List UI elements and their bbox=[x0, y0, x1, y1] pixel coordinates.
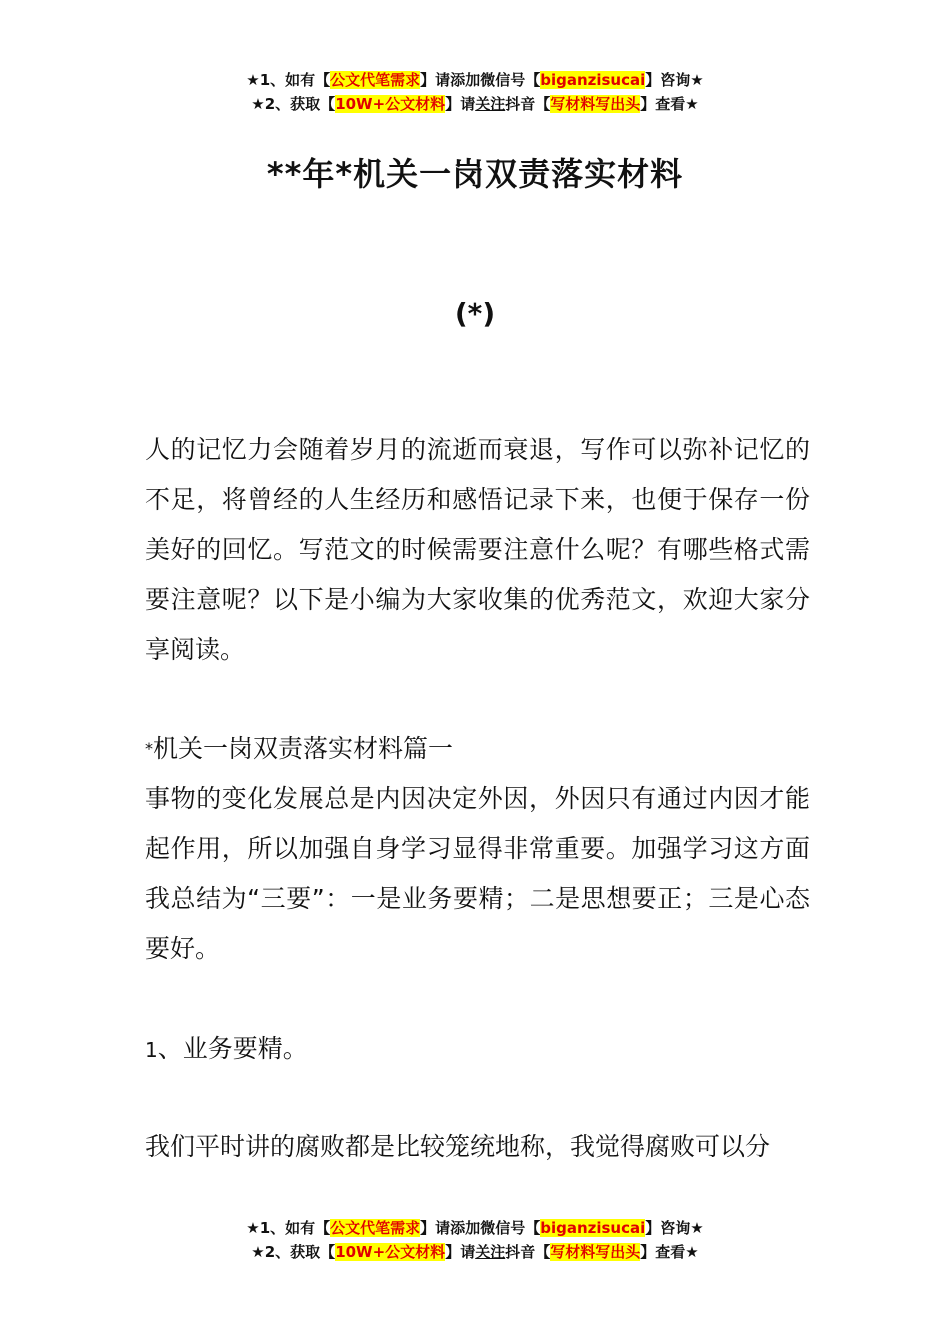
list-item bbox=[145, 1024, 810, 1075]
highlight-service: 公文代笔需求 bbox=[330, 71, 421, 89]
banner-follow-text: 关注 bbox=[475, 1243, 506, 1261]
section-body: 事物的变化发展总是内因决定外因，外因只有通过内因才能起作用，所以加强自身学习显得非常重要。加强学习这方面我总结为“三要”：一是业务要精；二是思想要正；三是心态要好。 bbox=[145, 784, 810, 963]
top-banner bbox=[0, 68, 950, 116]
banner-text: 加 bbox=[465, 71, 481, 89]
banner-text: ★2、获取【 bbox=[251, 1243, 336, 1261]
intro-paragraph: 人的记忆力会随着岁月的流逝而衰退，写作可以弥补记忆的不足，将曾经的人生经历和感悟记录下来，也便于保存一份美好的回忆。写范文的时候需要注意什么呢？有哪些格式需要注意呢？以下是小编为大家收集的优秀范文，欢迎大家分享阅读。 bbox=[145, 435, 810, 664]
list-item-number: 1 bbox=[145, 1038, 158, 1062]
highlight-wechat-id: biganzisucai bbox=[540, 1219, 646, 1237]
section-block bbox=[145, 724, 810, 974]
banner-text: 抖音【 bbox=[505, 95, 551, 113]
banner-text: 微信号【 bbox=[480, 71, 541, 89]
banner-line-1 bbox=[0, 68, 950, 92]
banner-text: 】咨询★ bbox=[645, 71, 704, 89]
banner-text: 加 bbox=[465, 1219, 481, 1237]
highlight-service: 公文代笔需求 bbox=[330, 1219, 421, 1237]
banner-text: 】请添 bbox=[420, 71, 466, 89]
banner-line-2 bbox=[0, 92, 950, 116]
body-paragraph: 我们平时讲的腐败都是比较笼统地称，我觉得腐败可以分 bbox=[145, 1132, 771, 1161]
section-heading bbox=[145, 724, 810, 774]
banner-line-2 bbox=[0, 1240, 950, 1264]
banner-text: ★2、获取【 bbox=[251, 95, 336, 113]
document-subtitle: (*) bbox=[454, 297, 496, 330]
banner-text: 】请添 bbox=[420, 1219, 466, 1237]
highlight-douyin-account: 写材料写出头 bbox=[550, 95, 641, 113]
banner-text: 】查看★ bbox=[640, 1243, 699, 1261]
bottom-banner bbox=[0, 1216, 950, 1264]
list-item-text: 、业务要精。 bbox=[157, 1034, 308, 1063]
banner-text: 】查看★ bbox=[640, 95, 699, 113]
banner-text: ★1、如有【 bbox=[246, 1219, 331, 1237]
banner-text: 抖音【 bbox=[505, 1243, 551, 1261]
section-heading-text: 机关一岗双责落实材料篇一 bbox=[153, 734, 454, 763]
highlight-materials: 10W+公文材料 bbox=[335, 1243, 446, 1261]
banner-text: 】咨询★ bbox=[645, 1219, 704, 1237]
highlight-douyin-account: 写材料写出头 bbox=[550, 1243, 641, 1261]
banner-follow-text: 关注 bbox=[475, 95, 506, 113]
banner-text: 】请 bbox=[445, 95, 476, 113]
highlight-wechat-id: biganzisucai bbox=[540, 71, 646, 89]
banner-text: ★1、如有【 bbox=[246, 71, 331, 89]
document-title: **年*机关一岗双责落实材料 bbox=[266, 155, 684, 193]
highlight-materials: 10W+公文材料 bbox=[335, 95, 446, 113]
banner-text: 】请 bbox=[445, 1243, 476, 1261]
banner-text: 微信号【 bbox=[480, 1219, 541, 1237]
section-mark: * bbox=[145, 739, 153, 758]
banner-line-1 bbox=[0, 1216, 950, 1240]
